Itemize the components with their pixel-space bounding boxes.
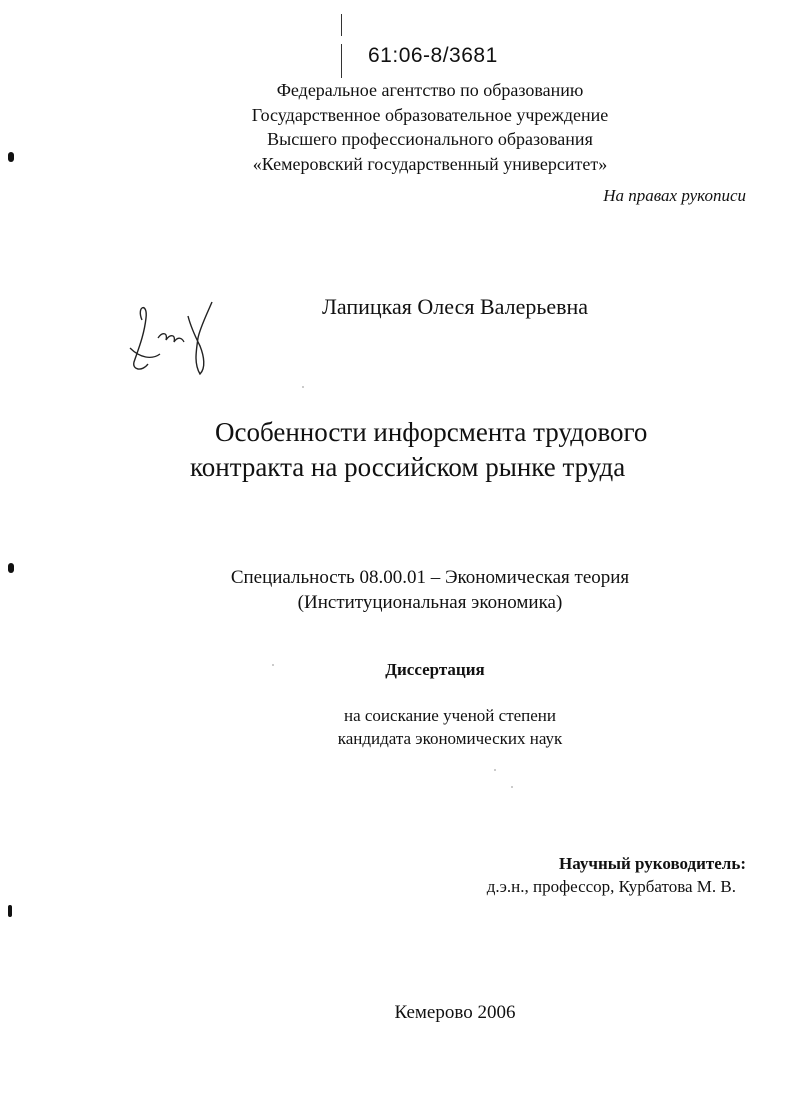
author-name: Лапицкая Олеся Валерьевна — [321, 294, 589, 319]
dissertation-title — [160, 415, 720, 485]
scan-speck — [494, 769, 496, 771]
scan-speck — [272, 664, 274, 666]
scan-line-top — [341, 14, 342, 36]
organization-line: «Кемеровский государственный университет» — [252, 153, 608, 174]
specialty-line: (Институциональная экономика) — [297, 592, 563, 613]
specialty-line: Специальность 08.00.01 – Экономическая теория — [230, 567, 630, 588]
handwritten-signature — [124, 298, 224, 380]
scan-speck — [511, 786, 513, 788]
specialty-block — [170, 565, 690, 615]
degree-line: кандидата экономических наук — [337, 729, 563, 748]
scan-line-stamp — [341, 44, 342, 78]
organization-header — [195, 78, 665, 176]
degree-block — [300, 704, 600, 750]
organization-line: Высшего профессионального образования — [267, 129, 593, 149]
title-line: контракта на российском рынке труда — [190, 452, 626, 482]
degree-line: на соискание ученой степени — [343, 706, 557, 725]
city-year: Кемерово 2006 — [394, 1002, 516, 1023]
binding-hole-mark — [8, 152, 14, 162]
scan-speck — [302, 386, 304, 388]
archive-stamp-number: 61:06-8/3681 — [368, 44, 498, 67]
document-type: Диссертация — [385, 660, 485, 679]
binding-hole-mark — [8, 563, 14, 573]
supervisor-name: д.э.н., профессор, Курбатова М. В. — [486, 877, 736, 896]
supervisor-label: Научный руководитель: — [559, 854, 746, 873]
binding-hole-mark — [8, 905, 12, 917]
manuscript-note: На правах рукописи — [603, 186, 746, 205]
title-line: Особенности инфорсмента трудового — [215, 417, 648, 447]
organization-line: Государственное образовательное учреждение — [251, 104, 609, 125]
organization-line: Федеральное агентство по образованию — [276, 80, 584, 100]
